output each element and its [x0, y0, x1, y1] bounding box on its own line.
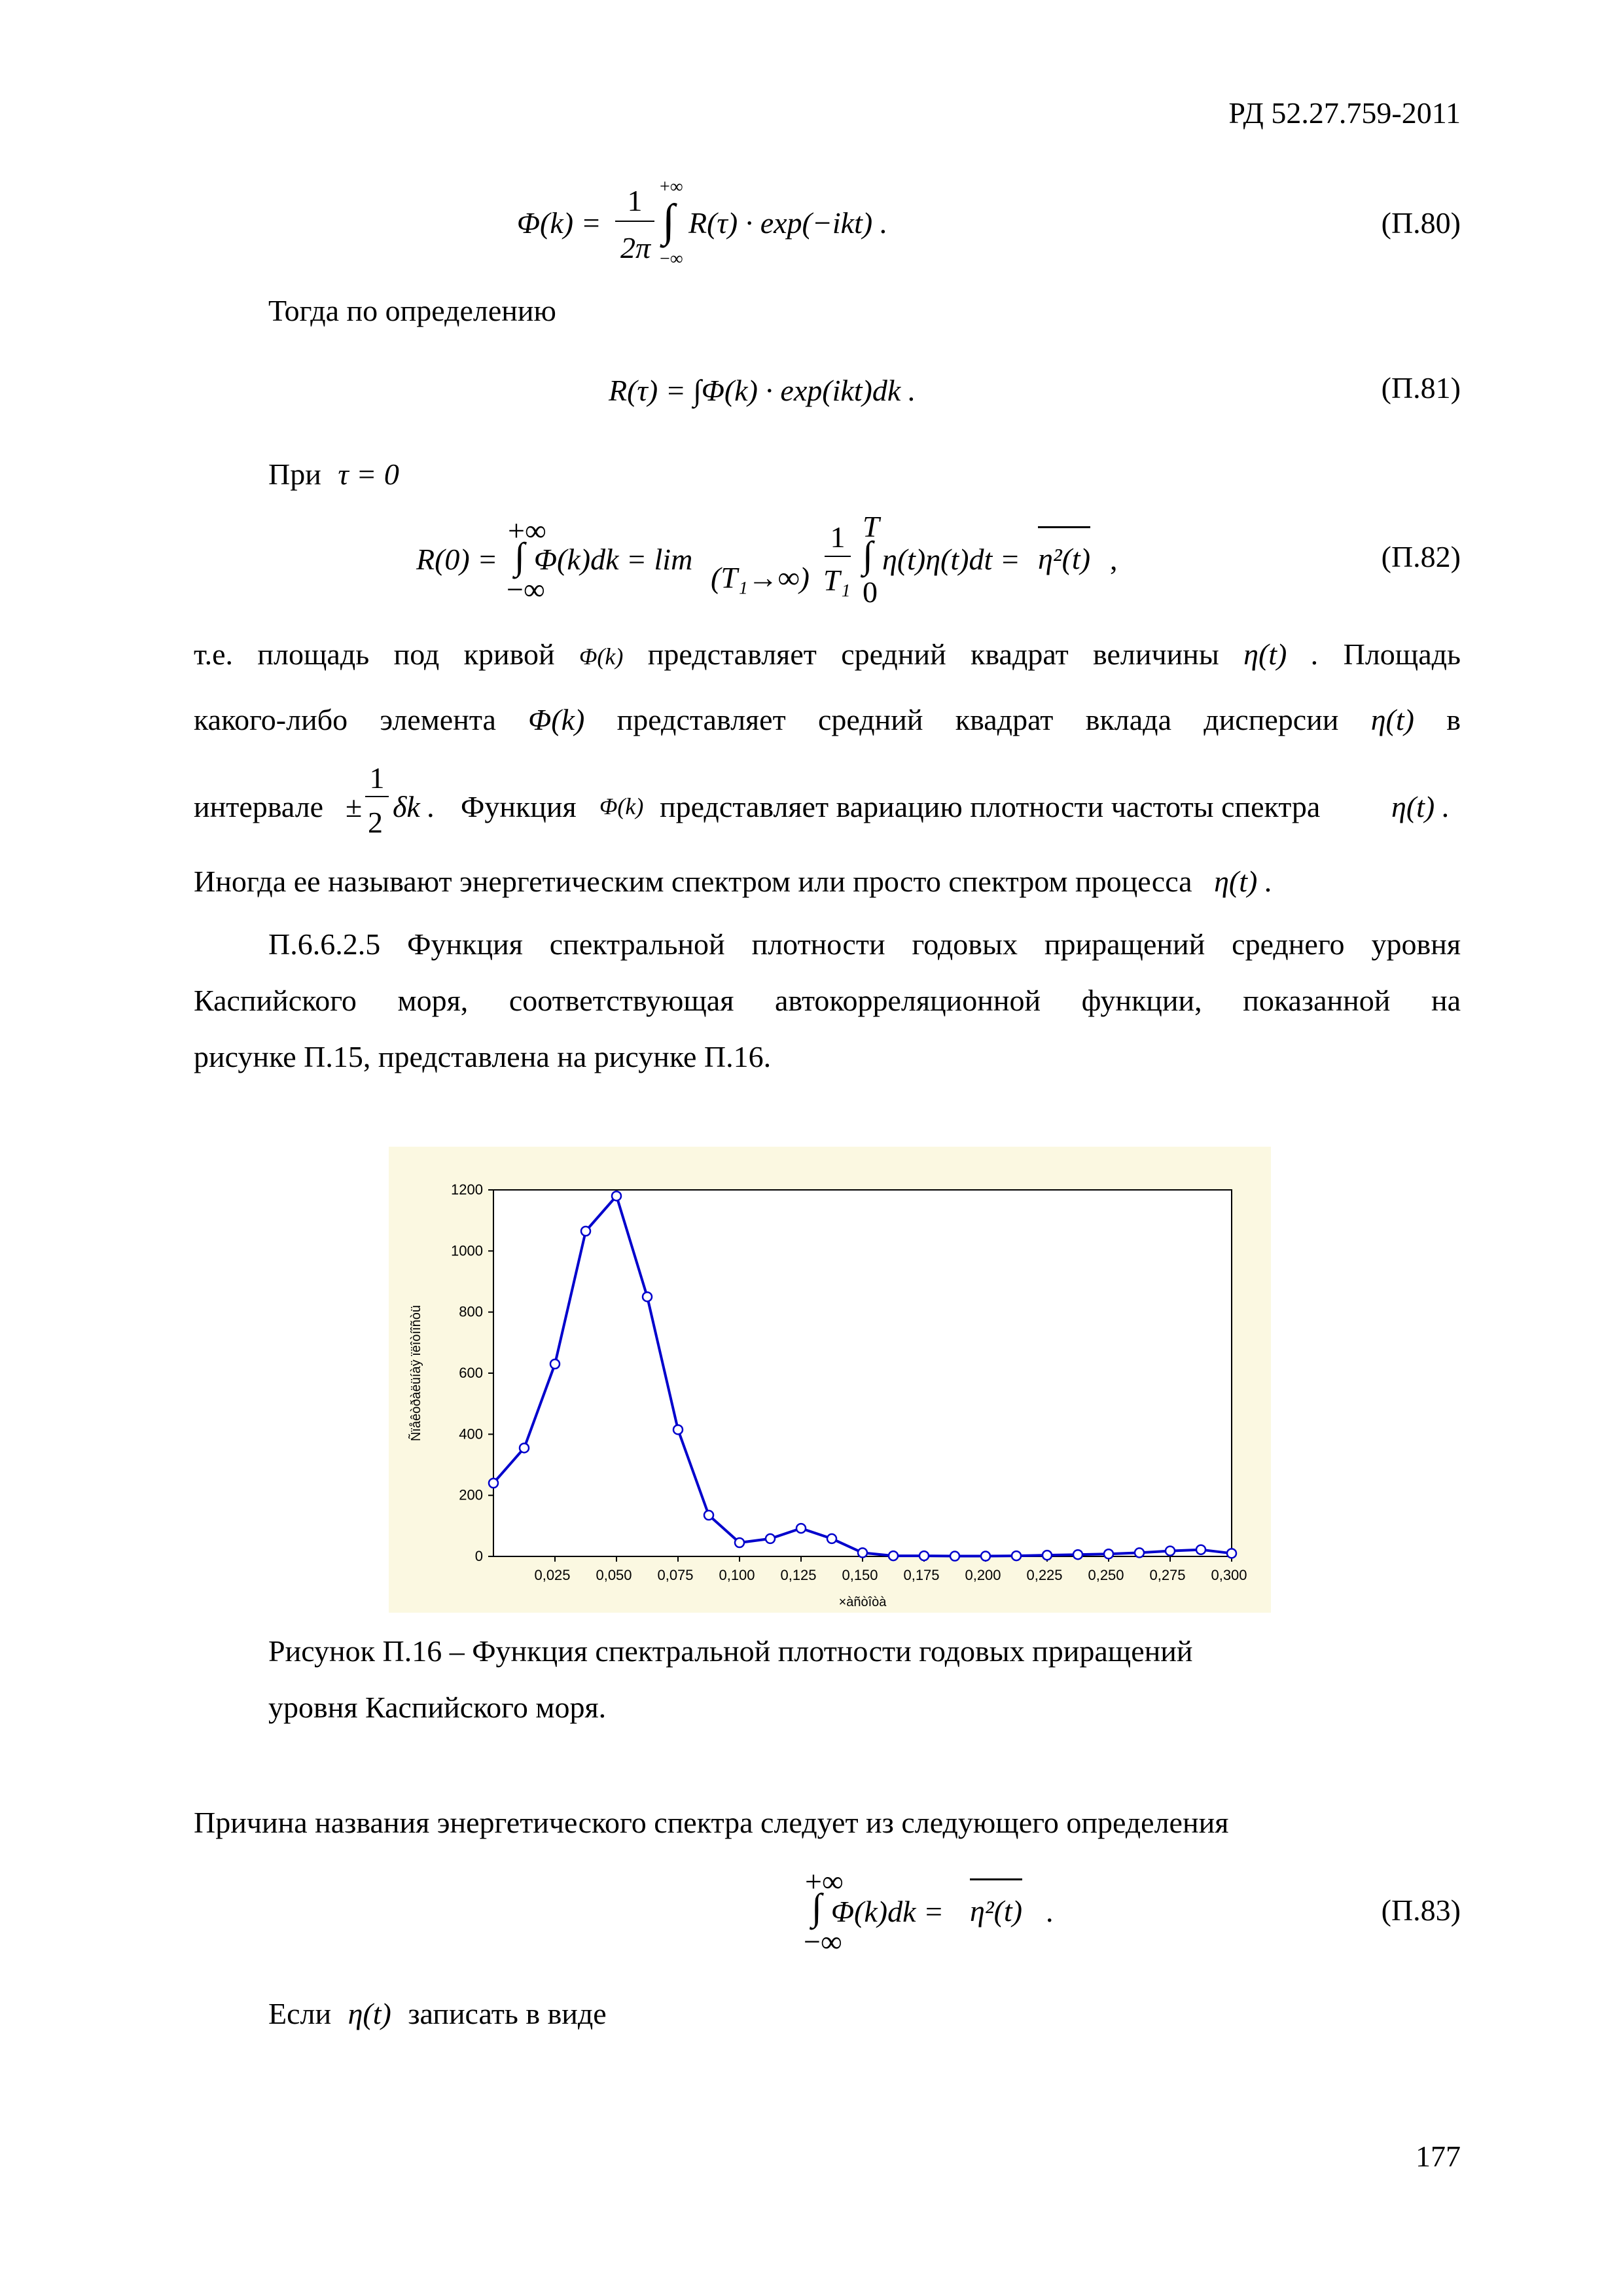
paragraph-reason: Причина названия энергетического спектра следует из следующего определения: [194, 1806, 1229, 1839]
page-number: 177: [1416, 2140, 1461, 2173]
plot-area: [493, 1190, 1232, 1556]
x-tick-label: 0,200: [965, 1567, 1001, 1583]
paragraph-line: Каспийского моря, соответствующая автокорреляционной функции, показанной на: [194, 984, 1461, 1017]
fraction-numerator: 1: [615, 183, 654, 222]
equation-p82: [416, 512, 1136, 610]
data-point: [889, 1551, 898, 1560]
data-point: [1043, 1551, 1052, 1560]
text-fragment: какого-либо элемента: [194, 703, 496, 736]
math-fragment: η(t) .: [1214, 865, 1273, 898]
integral2-lower-limit: 0: [863, 575, 878, 609]
integral2-upper-limit: T: [863, 510, 880, 543]
data-point: [858, 1548, 867, 1557]
equation-p81: R(τ) = ∫Φ(k) · exp(ikt)dk .: [609, 374, 916, 407]
x-tick-label: 0,300: [1211, 1567, 1247, 1583]
y-axis-label: Ñïåêòðàëüíàÿ ïëîòíîñòü: [409, 1305, 423, 1441]
x-tick-label: 0,250: [1088, 1567, 1124, 1583]
data-point: [520, 1443, 529, 1452]
math-fragment: δk .: [393, 790, 435, 823]
data-point: [704, 1511, 713, 1520]
integral-sign: ∫: [514, 535, 525, 577]
text-fragment: Иногда ее называют энергетическим спектром или просто спектром процесса: [194, 865, 1192, 898]
data-point: [673, 1425, 683, 1434]
paragraph-line: [194, 623, 1461, 688]
figure-caption: уровня Каспийского моря.: [268, 1691, 607, 1724]
when-prefix: При: [268, 457, 321, 491]
data-point: [1104, 1549, 1113, 1558]
y-tick-label: 1000: [451, 1242, 483, 1259]
spectral-density-chart: [389, 1147, 1271, 1613]
data-point: [612, 1191, 621, 1200]
data-point: [489, 1479, 498, 1488]
equation-part1: Φ(k)dk = lim: [534, 543, 693, 576]
paragraph-line: [194, 761, 1461, 839]
fraction-numerator: 1: [365, 763, 389, 797]
equation-lhs: R(0) =: [416, 543, 498, 576]
data-point: [1166, 1547, 1175, 1556]
text-fragment: записать в виде: [408, 1997, 607, 2030]
equation-label-p80: (П.80): [1381, 206, 1461, 240]
paragraph-line: П.6.6.2.5 Функция спектральной плотности годовых приращений среднего уровня: [268, 927, 1461, 961]
data-point: [735, 1538, 744, 1547]
paragraph-line: [194, 867, 1272, 897]
x-axis-label: ×àñòîòà: [838, 1595, 887, 1609]
text-fragment: представляет вариацию плотности частоты спектра: [660, 790, 1321, 823]
x-tick-label: 0,050: [596, 1567, 632, 1583]
equation-lhs: Φ(k) =: [517, 206, 601, 240]
data-point: [981, 1552, 990, 1561]
math-fragment: Φ(k): [579, 643, 624, 670]
fraction-denominator: 2π: [620, 231, 651, 264]
data-point: [581, 1227, 590, 1236]
integral-lower-limit: −∞: [804, 1925, 842, 1958]
y-tick-label: 0: [474, 1548, 483, 1564]
equation-label-p83: (П.83): [1381, 1893, 1461, 1927]
x-tick-label: 0,100: [719, 1567, 755, 1583]
paragraph-when: [268, 459, 399, 490]
integral-sign: ∫: [812, 1886, 822, 1928]
text-fragment: интервале: [194, 790, 324, 823]
y-tick-label: 600: [459, 1365, 483, 1381]
y-tick-label: 1200: [451, 1181, 483, 1198]
text-fragment: Функция: [461, 790, 577, 823]
x-tick-label: 0,025: [534, 1567, 571, 1583]
x-tick-label: 0,075: [657, 1567, 694, 1583]
equation-body: R(τ) · exp(−ikt) .: [688, 206, 888, 240]
y-tick-label: 200: [459, 1486, 483, 1503]
fraction-numerator: 1: [825, 520, 851, 557]
math-fragment: η(t) .: [1391, 790, 1450, 823]
integral-upper-limit: +∞: [508, 514, 546, 547]
equation-body: Φ(k)dk =: [831, 1895, 944, 1928]
paragraph-if: [268, 1999, 607, 2029]
math-fragment: η(t) .: [1243, 637, 1319, 671]
integral-sign: ∫: [662, 196, 675, 246]
fraction-denominator: 2: [368, 806, 383, 839]
paragraph-line: рисунке П.15, представлена на рисунке П.16.: [194, 1040, 772, 1073]
math-fragment: η(t): [348, 1997, 391, 2030]
data-point: [1196, 1545, 1205, 1554]
eta-squared: η²(t): [970, 1878, 1022, 1928]
text-fragment: в: [1446, 703, 1461, 736]
limit-subscript: (T₁→∞): [711, 561, 810, 594]
data-point: [919, 1551, 929, 1560]
equation-tail: .: [1046, 1895, 1054, 1928]
equation-label-p82: (П.82): [1381, 540, 1461, 573]
x-tick-label: 0,125: [780, 1567, 817, 1583]
equation-label-p81: (П.81): [1381, 371, 1461, 404]
data-point: [1135, 1548, 1144, 1557]
math-fragment: Φ(k): [599, 793, 644, 819]
when-math: τ = 0: [338, 457, 399, 491]
fraction-denominator: T₁: [823, 564, 851, 597]
data-point: [1073, 1550, 1082, 1559]
data-point: [1227, 1549, 1236, 1558]
math-fragment: Φ(k): [528, 703, 585, 736]
data-point: [796, 1524, 806, 1533]
data-point: [766, 1534, 775, 1543]
integral-upper-limit: +∞: [805, 1865, 844, 1898]
math-fragment: ±: [346, 790, 363, 823]
text-fragment: представляет средний квадрат вклада дисперсии: [616, 703, 1339, 736]
text-fragment: представляет средний квадрат величины: [647, 637, 1219, 671]
paragraph-then: Тогда по определению: [268, 294, 556, 327]
chart-panel: [389, 1147, 1271, 1613]
y-axis: [451, 1181, 493, 1564]
integral-lower-limit: −∞: [660, 249, 683, 269]
text-fragment: т.е. площадь под кривой: [194, 637, 555, 671]
data-point: [643, 1292, 652, 1301]
x-tick-label: 0,225: [1026, 1567, 1063, 1583]
x-tick-label: 0,150: [842, 1567, 878, 1583]
text-fragment: Если: [268, 1997, 332, 2030]
integral-lower-limit: −∞: [507, 573, 545, 606]
paragraph-line: [194, 689, 1461, 751]
data-point: [550, 1359, 560, 1369]
data-point: [950, 1552, 959, 1561]
integral-upper-limit: +∞: [660, 177, 683, 197]
integral2-sign: ∫: [863, 533, 873, 576]
y-tick-label: 800: [459, 1303, 483, 1320]
math-fragment: η(t): [1370, 703, 1414, 736]
document-code: РД 52.27.759-2011: [1228, 96, 1461, 130]
eta-squared: η²(t): [1038, 526, 1090, 576]
text-fragment: Площадь: [1343, 637, 1461, 671]
figure-caption: Рисунок П.16 – Функция спектральной плотности годовых приращений: [268, 1634, 1193, 1668]
data-point: [827, 1534, 836, 1543]
x-tick-label: 0,275: [1149, 1567, 1186, 1583]
equation-part2: η(t)η(t)dt =: [882, 543, 1020, 576]
data-point: [1012, 1551, 1021, 1560]
equation-tail: ,: [1110, 543, 1118, 576]
x-tick-label: 0,175: [903, 1567, 940, 1583]
y-tick-label: 400: [459, 1426, 483, 1443]
